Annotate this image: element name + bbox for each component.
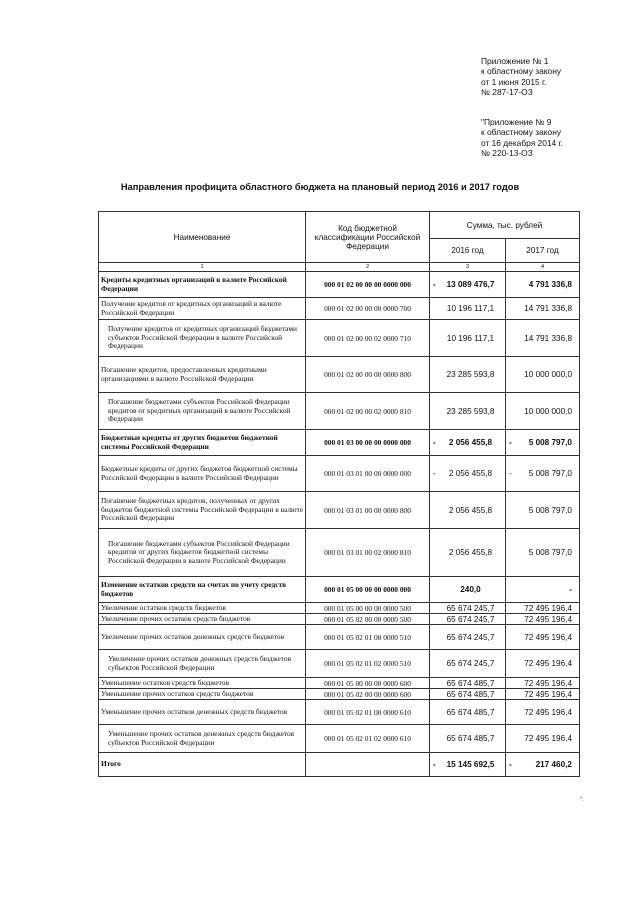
amount-value: 72 495 196,4	[524, 678, 572, 688]
amount-2016	[430, 650, 506, 678]
amount-value: 2 056 455,8	[448, 469, 493, 478]
closing-quote-mark: ".	[580, 797, 584, 803]
row-name: Уменьшение прочих остатков средств бюджетов	[99, 689, 306, 700]
amount-value: 72 495 196,4	[524, 603, 572, 613]
table-row	[99, 393, 580, 430]
amount-2016	[430, 272, 506, 298]
amount-value: 65 674 485,7	[446, 734, 495, 743]
appendix-line: к областному закону	[481, 66, 562, 77]
table-row	[99, 603, 580, 614]
row-name: Погашение бюджетами субъектов Российской Федерации кредитов от других бюджетов бюджетной системы Российской Федерации в валюте Российской Федерации	[99, 529, 306, 577]
row-name: Увеличение прочих остатков денежных средств бюджетов субъектов Российской Федерации	[99, 650, 306, 678]
amount-value: 14 791 336,8	[524, 304, 572, 313]
minus-sign: -	[509, 760, 512, 769]
amount-2016	[430, 357, 506, 393]
amount-2016	[430, 625, 506, 650]
minus-sign: -	[433, 438, 436, 447]
row-code: 000 01 03 01 00 00 0000 800	[306, 492, 430, 529]
row-name: Уменьшение прочих остатков денежных средств бюджетов субъектов Российской Федерации	[99, 725, 306, 753]
amount-value: 5 008 797,0	[528, 469, 572, 478]
minus-sign: -	[509, 469, 512, 478]
row-name: Погашение бюджетами субъектов Российской Федерации кредитов от кредитных организаций в валюте Российской Федерации	[99, 393, 306, 430]
document-title: Направления профицита областного бюджета на плановый период 2016 и 2017 годов	[120, 182, 520, 192]
row-code	[306, 753, 430, 777]
table-row	[99, 430, 580, 456]
row-code: 000 01 05 02 01 02 0000 510	[306, 650, 430, 678]
minus-sign: -	[433, 760, 436, 769]
minus-sign: -	[509, 438, 512, 447]
table-row	[99, 320, 580, 357]
amount-2017	[506, 456, 580, 492]
table-row	[99, 529, 580, 577]
amount-2017	[506, 650, 580, 678]
header-code: Код бюджетной классификации Российской Федерации	[306, 212, 430, 263]
header-name: Наименование	[99, 212, 306, 263]
amount-2016	[430, 393, 506, 430]
header-year-2016: 2016 год	[430, 239, 506, 263]
amount-2016	[430, 753, 506, 777]
row-name: Уменьшение прочих остатков денежных средств бюджетов	[99, 700, 306, 725]
amount-2017	[506, 357, 580, 393]
amount-2017	[506, 298, 580, 320]
amount-2017	[506, 577, 580, 603]
row-name: Погашение бюджетных кредитов, полученных от других бюджетов бюджетной системы Российской Федерации в валюте Российской Федерации	[99, 492, 306, 529]
header-sum: Сумма, тыс. рублей	[430, 212, 580, 239]
amount-value: 2 056 455,8	[448, 505, 493, 515]
amount-value: 65 674 485,7	[446, 678, 495, 688]
table-row	[99, 650, 580, 678]
appendix-note-9	[481, 117, 563, 159]
table-row	[99, 625, 580, 650]
row-code: 000 01 03 01 00 02 0000 810	[306, 529, 430, 577]
amount-value: 72 495 196,4	[524, 659, 572, 668]
row-code: 000 01 02 00 00 00 0000 700	[306, 298, 430, 320]
minus-sign: -	[433, 280, 436, 289]
appendix-line: Приложение № 1	[481, 56, 549, 66]
amount-2017	[506, 492, 580, 529]
amount-2017	[506, 603, 580, 614]
amount-2017	[506, 272, 580, 298]
row-name: Изменение остатков средств на счетах по учету средств бюджетов	[99, 577, 306, 603]
minus-sign: -	[433, 469, 436, 478]
appendix-line: к областному закону	[481, 127, 562, 138]
row-name: Погашение кредитов, предоставленных кредитными организациями в валюте Российской Федерации	[99, 357, 306, 393]
row-code: 000 01 02 00 00 00 0000 800	[306, 357, 430, 393]
amount-2017	[506, 430, 580, 456]
amount-value: 72 495 196,4	[524, 614, 572, 624]
row-code: 000 01 05 02 01 00 0000 610	[306, 700, 430, 725]
column-number-4: 4	[506, 263, 580, 272]
table-row	[99, 689, 580, 700]
amount-2016	[430, 529, 506, 577]
amount-value: 65 674 485,7	[446, 689, 495, 699]
amount-value: 240,0	[460, 585, 481, 594]
row-name: Увеличение прочих остатков средств бюджетов	[99, 614, 306, 625]
amount-value: 5 008 797,0	[528, 438, 572, 447]
row-name: Итого	[99, 753, 306, 777]
amount-value: 10 196 117,1	[446, 304, 495, 313]
amount-value: 10 196 117,1	[446, 333, 495, 343]
row-name: Бюджетные кредиты от других бюджетов бюджетной системы Российской Федерации	[99, 430, 306, 456]
amount-value: 65 674 245,7	[446, 614, 495, 624]
amount-value: 13 089 476,7	[446, 280, 495, 289]
appendix-line: "Приложение № 9	[481, 117, 552, 127]
amount-value: 65 674 245,7	[446, 603, 495, 613]
table-row	[99, 753, 580, 777]
amount-value: 4 791 336,8	[528, 280, 572, 289]
appendix-line: № 287-17-ОЗ	[481, 87, 533, 98]
row-name: Получение кредитов от кредитных организаций бюджетами субъектов Российской Федерации в валюте Российской Федерации	[99, 320, 306, 357]
amount-value: 5 008 797,0	[528, 505, 572, 515]
row-name: Уменьшение остатков средств бюджетов	[99, 678, 306, 689]
column-number-3: 3	[430, 263, 506, 272]
row-code: 000 01 03 01 00 00 0000 000	[306, 456, 430, 492]
amount-value: 23 285 593,8	[446, 406, 495, 416]
amount-2017	[506, 614, 580, 625]
column-number-1: 1	[99, 263, 306, 272]
amount-value: 2 056 455,8	[448, 548, 493, 557]
column-number-2: 2	[306, 263, 430, 272]
table-row	[99, 700, 580, 725]
amount-value: 15 145 692,5	[446, 760, 495, 769]
row-name: Увеличение остатков средств бюджетов	[99, 603, 306, 614]
amount-2016	[430, 614, 506, 625]
row-code: 000 01 02 00 00 02 0000 810	[306, 393, 430, 430]
table-row	[99, 357, 580, 393]
amount-value: 72 495 196,4	[524, 689, 572, 699]
row-code: 000 01 02 00 00 02 0000 710	[306, 320, 430, 357]
amount-value: 65 674 245,7	[446, 632, 495, 642]
table-row	[99, 614, 580, 625]
amount-value: 2 056 455,8	[448, 438, 493, 447]
amount-2016	[430, 689, 506, 700]
amount-value: 217 460,2	[535, 760, 572, 769]
row-name: Увеличение прочих остатков денежных средств бюджетов	[99, 625, 306, 650]
row-name: Получение кредитов от кредитных организаций в валюте Российской Федерации	[99, 298, 306, 320]
amount-2016	[430, 320, 506, 357]
row-code: 000 01 05 02 00 00 0000 500	[306, 614, 430, 625]
amount-2017	[506, 725, 580, 753]
table-row	[99, 678, 580, 689]
amount-2016	[430, 492, 506, 529]
amount-2017	[506, 678, 580, 689]
row-name: Кредиты кредитных организаций в валюте Российской Федерации	[99, 272, 306, 298]
amount-2016	[430, 725, 506, 753]
row-code: 000 01 05 00 00 00 0000 000	[306, 577, 430, 603]
amount-value: 14 791 336,8	[524, 333, 572, 343]
row-code: 000 01 05 00 00 00 0000 500	[306, 603, 430, 614]
row-code: 000 01 05 00 00 00 0000 600	[306, 678, 430, 689]
amount-2016	[430, 577, 506, 603]
row-code: 000 01 05 02 01 00 0000 510	[306, 625, 430, 650]
amount-2017	[506, 529, 580, 577]
amount-2017	[506, 320, 580, 357]
amount-2017	[506, 625, 580, 650]
appendix-line: № 220-13-ОЗ	[481, 148, 533, 159]
amount-value: 65 674 485,7	[446, 707, 495, 717]
amount-2017	[506, 753, 580, 777]
table-row	[99, 725, 580, 753]
table-row	[99, 456, 580, 492]
amount-2016	[430, 298, 506, 320]
appendix-line: от 1 июня 2015 г.	[481, 76, 547, 87]
row-code: 000 01 05 02 01 02 0000 610	[306, 725, 430, 753]
table-row	[99, 298, 580, 320]
table-row	[99, 577, 580, 603]
amount-value: 10 000 000,0	[524, 406, 572, 416]
amount-2016	[430, 700, 506, 725]
amount-2016	[430, 678, 506, 689]
amount-value: -	[569, 585, 572, 594]
amount-value: 72 495 196,4	[524, 632, 572, 642]
amount-value: 10 000 000,0	[524, 370, 572, 379]
row-code: 000 01 02 00 00 00 0000 000	[306, 272, 430, 298]
row-name: Бюджетные кредиты от других бюджетов бюджетной системы Российской Федерации в валюте Российской Федерации	[99, 456, 306, 492]
row-code: 000 01 05 02 00 00 0000 600	[306, 689, 430, 700]
header-year-2017: 2017 год	[506, 239, 580, 263]
amount-2017	[506, 689, 580, 700]
amount-2016	[430, 456, 506, 492]
amount-2016	[430, 430, 506, 456]
budget-surplus-table	[98, 211, 580, 777]
amount-2016	[430, 603, 506, 614]
amount-value: 72 495 196,4	[524, 734, 572, 743]
amount-value: 5 008 797,0	[528, 548, 572, 557]
appendix-line: от 16 декабря 2014 г.	[481, 137, 563, 148]
amount-value: 72 495 196,4	[524, 707, 572, 717]
amount-2017	[506, 700, 580, 725]
amount-2017	[506, 393, 580, 430]
amount-value: 23 285 593,8	[446, 370, 495, 379]
row-code: 000 01 03 00 00 00 0000 000	[306, 430, 430, 456]
table-row	[99, 272, 580, 298]
amount-value: 65 674 245,7	[446, 659, 495, 668]
appendix-note-1	[481, 56, 561, 98]
table-row	[99, 492, 580, 529]
